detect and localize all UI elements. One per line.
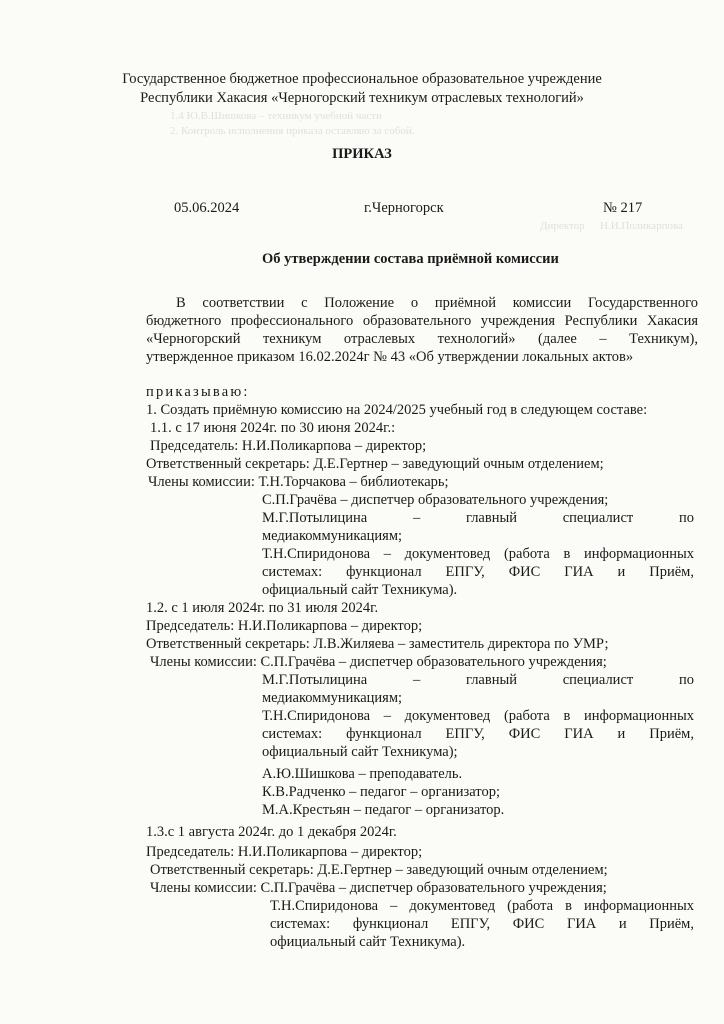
- committee-member-cont: медиакоммуникациям;: [262, 690, 403, 706]
- preamble-line: «Черногорский техникум отраслевых технологий» (далее – Техникум),: [146, 331, 698, 347]
- committee-member-cont: системах: функционал ЕПГУ, ФИС ГИА и Приём,: [262, 726, 694, 742]
- document-number: № 217: [603, 200, 643, 216]
- preamble-line: утвержденное приказом 16.02.2024г № 43 «Об утверждении локальных актов»: [146, 349, 634, 365]
- committee-member-cont: системах: функционал ЕПГУ, ФИС ГИА и Приём,: [270, 916, 694, 932]
- committee-members: Члены комиссии: С.П.Грачёва – диспетчер образовательного учреждения;: [150, 654, 607, 670]
- bleed-through-text: Директор: [540, 220, 585, 232]
- preamble-line: В соответствии с Положение о приёмной комиссии Государственного: [176, 295, 698, 311]
- committee-members: Члены комиссии: С.П.Грачёва – диспетчер образовательного учреждения;: [150, 880, 607, 896]
- committee-member: М.Г.Потылицина – главный специалист по: [262, 510, 694, 526]
- preamble-line: бюджетного профессионального образовательного учреждения Республики Хакасия: [146, 313, 698, 329]
- organization-name: Республики Хакасия «Черногорский техникум отраслевых технологий»: [140, 90, 584, 106]
- committee-chair: Председатель: Н.И.Поликарпова – директор;: [150, 438, 427, 454]
- committee-member-cont: системах: функционал ЕПГУ, ФИС ГИА и Приём,: [262, 564, 694, 580]
- committee-member-cont: официальный сайт Техникума);: [262, 744, 458, 760]
- committee-member-cont: официальный сайт Техникума).: [262, 582, 458, 598]
- committee-member: Т.Н.Спиридонова – документовед (работа в информационных: [262, 546, 694, 562]
- order-item-1: 1. Создать приёмную комиссию на 2024/2025 учебный год в следующем составе:: [146, 402, 648, 418]
- document-date: 05.06.2024: [174, 200, 240, 216]
- committee-member-cont: официальный сайт Техникума).: [270, 934, 466, 950]
- committee-member: Т.Н.Спиридонова – документовед (работа в информационных: [270, 898, 694, 914]
- committee-member: Т.Н.Спиридонова – документовед (работа в информационных: [262, 708, 694, 724]
- committee-member-cont: медиакоммуникациям;: [262, 528, 403, 544]
- committee-chair: Председатель: Н.И.Поликарпова – директор;: [146, 844, 423, 860]
- committee-member: А.Ю.Шишкова – преподаватель.: [262, 766, 463, 782]
- committee-members: Члены комиссии: Т.Н.Торчакова – библиотекарь;: [148, 474, 449, 490]
- committee-secretary: Ответственный секретарь: Л.В.Жиляева – заместитель директора по УМР;: [146, 636, 609, 652]
- bleed-through-text: 1.4 Ю.В.Шишкова – техникум учебной части: [170, 110, 382, 122]
- bleed-through-text: Н.И.Поликарпова: [600, 220, 683, 232]
- committee-member: М.А.Крестьян – педагог – организатор.: [262, 802, 505, 818]
- period-heading: 1.2. с 1 июля 2024г. по 31 июля 2024г.: [146, 600, 379, 616]
- order-word: приказываю:: [146, 384, 250, 400]
- bleed-through-text: 2. Контроль исполнения приказа оставляю за собой.: [170, 125, 415, 137]
- period-heading: 1.3.с 1 августа 2024г. до 1 декабря 2024г.: [146, 824, 397, 840]
- organization-name: Государственное бюджетное профессиональное образовательное учреждение: [122, 71, 602, 87]
- document-type: ПРИКАЗ: [332, 146, 392, 162]
- committee-secretary: Ответственный секретарь: Д.Е.Гертнер – заведующий очным отделением;: [146, 456, 604, 472]
- committee-member: М.Г.Потылицина – главный специалист по: [262, 672, 694, 688]
- period-heading: 1.1. с 17 июня 2024г. по 30 июня 2024г.:: [150, 420, 396, 436]
- document-city: г.Черногорск: [364, 200, 444, 216]
- committee-secretary: Ответственный секретарь: Д.Е.Гертнер – заведующий очным отделением;: [150, 862, 608, 878]
- committee-member: К.В.Радченко – педагог – организатор;: [262, 784, 500, 800]
- committee-member: С.П.Грачёва – диспетчер образовательного учреждения;: [262, 492, 609, 508]
- document-subject: Об утверждении состава приёмной комиссии: [262, 251, 559, 267]
- committee-chair: Председатель: Н.И.Поликарпова – директор;: [146, 618, 423, 634]
